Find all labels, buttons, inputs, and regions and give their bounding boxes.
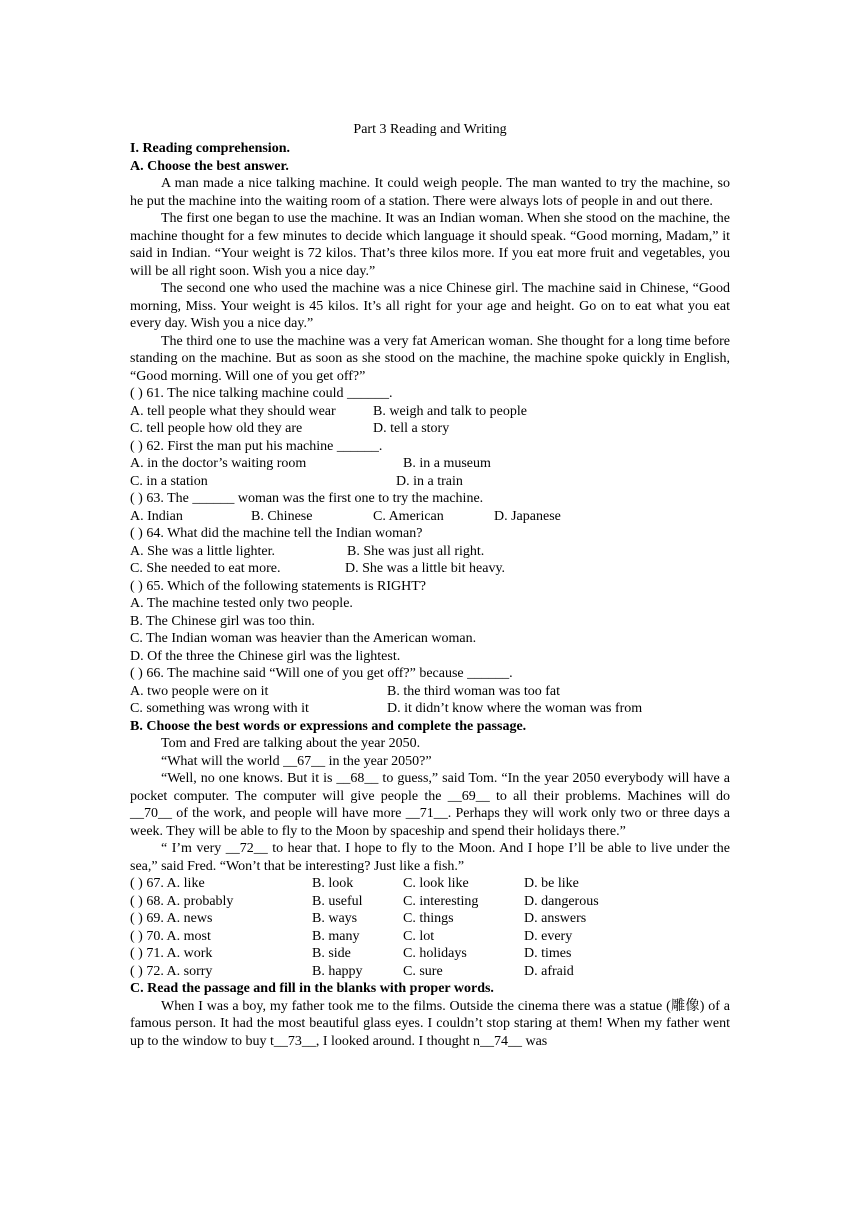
option: B. Chinese [251,508,313,524]
question: ( ) 62. First the man put his machine ______. [130,438,383,454]
option-row [130,403,730,421]
option: D. Of the three the Chinese girl was the lightest. [130,648,401,664]
cloze-item-row [130,963,730,981]
question: ( ) 61. The nice talking machine could ______. [130,386,393,401]
passage-paragraph: When I was a boy, my father took me to the films. Outside the cinema there was a statue (雕像) of a famous person. It had the most beautiful glass eyes. I couldn’t stop staring at them! When my father went up to the window to buy t__73__, I looked around. I thought n__74__ was [130,998,730,1049]
option: B. She was just all right. [347,543,485,559]
option: C. in a station [130,473,208,489]
cloze-option: C. lot [403,928,435,944]
option: B. in a museum [403,456,491,471]
part-a-heading: A. Choose the best answer. [130,158,289,174]
cloze-option: C. things [403,911,454,926]
cloze-option: D. every [524,928,573,944]
cloze-option: C. interesting [403,893,479,909]
passage-paragraph: A man made a nice talking machine. It could weigh people. The man wanted to try the machine, so he put the machine into the waiting room of a station. There were always lots of people in and out there. [130,176,730,209]
cloze-option: B. many [312,928,360,944]
option-row [130,508,730,526]
option-row [130,473,730,491]
passage-paragraph: The third one to use the machine was a very fat American woman. She thought for a long time before standing on the machine. But as soon as she stood on the machine, the machine spoke quickly in English, “Good morning. Will one of you get off?” [130,333,730,384]
option-row [130,700,730,718]
cloze-option: D. afraid [524,963,574,979]
cloze-option: C. sure [403,963,443,979]
cloze-item-row [130,928,730,946]
cloze-option: D. answers [524,911,587,926]
cloze-item-row [130,910,730,928]
option: A. She was a little lighter. [130,543,276,559]
option: B. The Chinese girl was too thin. [130,613,315,629]
question: ( ) 63. The ______ woman was the first one to try the machine. [130,491,484,506]
cloze-item-row [130,945,730,963]
question: ( ) 65. Which of the following statements is RIGHT? [130,578,427,594]
option: D. Japanese [494,508,561,524]
cloze-option: B. useful [312,893,363,909]
option-row [130,420,730,438]
page-title: Part 3 Reading and Writing [353,122,507,137]
option: D. it didn’t know where the woman was from [387,701,643,716]
part-b-heading: B. Choose the best words or expressions and complete the passage. [130,718,527,734]
cloze-item-row [130,875,730,893]
question: ( ) 64. What did the machine tell the Indian woman? [130,526,423,541]
cloze-option: C. holidays [403,946,467,961]
section-heading: I. Reading comprehension. [130,141,290,156]
option: A. in the doctor’s waiting room [130,456,307,471]
cloze-option: B. ways [312,911,358,926]
cloze-option: D. be like [524,876,579,891]
cloze-option: B. look [312,876,354,891]
cloze-option: ( ) 67. A. like [130,876,205,891]
worksheet-page [130,120,730,1050]
option: B. the third woman was too fat [387,683,561,699]
cloze-option: B. side [312,946,351,961]
option: C. tell people how old they are [130,421,303,436]
passage-paragraph: Tom and Fred are talking about the year 2050. [161,736,421,751]
option: A. Indian [130,508,183,524]
cloze-option: ( ) 68. A. probably [130,893,234,909]
question: ( ) 66. The machine said “Will one of you get off?” because ______. [130,666,513,681]
cloze-option: ( ) 70. A. most [130,928,211,944]
option: D. in a train [396,473,463,489]
option: D. She was a little bit heavy. [345,561,506,576]
cloze-option: D. dangerous [524,893,599,909]
passage-paragraph: “What will the world __67__ in the year 2050?” [161,753,432,769]
option: C. She needed to eat more. [130,561,281,576]
passage-paragraph: “ I’m very __72__ to hear that. I hope to fly to the Moon. And I hope I’ll be able to live under the sea,” said Fred. “Won’t that be interesting? Just like a fish.” [130,841,730,874]
option: C. something was wrong with it [130,701,309,716]
cloze-option: B. happy [312,963,363,979]
option: D. tell a story [373,421,450,436]
cloze-option: ( ) 71. A. work [130,946,213,961]
passage-paragraph: “Well, no one knows. But it is __68__ to guess,” said Tom. “In the year 2050 everybody will have a pocket computer. The computer will give people the __69__ to all their problems. Machines will do __70__ of the work, and people will have more __71__. Perhaps they will work only two or three days a week. They will be able to fly to the Moon by spaceship and spend their holidays there.” [130,771,730,839]
option: B. weigh and talk to people [373,403,527,419]
option: A. The machine tested only two people. [130,596,353,611]
option-row [130,683,730,701]
option: C. American [373,508,444,524]
passage-paragraph: The first one began to use the machine. It was an Indian woman. When she stood on the machine, the machine thought for a few minutes to decide which language it should speak. “Good morning, Madam,” it said in Indian. “Your weight is 72 kilos. That’s three kilos more. If you eat more fruit and vegetables, you will be all right soon. Wish you a nice day.” [130,211,730,279]
option: C. The Indian woman was heavier than the American woman. [130,631,477,646]
cloze-option: C. look like [403,876,469,891]
cloze-item-row [130,893,730,911]
option-row [130,543,730,561]
option-row [130,455,730,473]
passage-paragraph: The second one who used the machine was a nice Chinese girl. The machine said in Chinese, “Good morning, Miss. Your weight is 45 kilos. It’s all right for your age and height. Go on to eat what you eat every day. Wish you a nice day.” [130,281,730,331]
option: A. tell people what they should wear [130,403,336,419]
cloze-option: D. times [524,946,572,961]
option: A. two people were on it [130,683,269,699]
part-c-heading: C. Read the passage and fill in the blanks with proper words. [130,981,494,996]
option-row [130,560,730,578]
cloze-option: ( ) 72. A. sorry [130,963,213,979]
cloze-option: ( ) 69. A. news [130,911,213,926]
